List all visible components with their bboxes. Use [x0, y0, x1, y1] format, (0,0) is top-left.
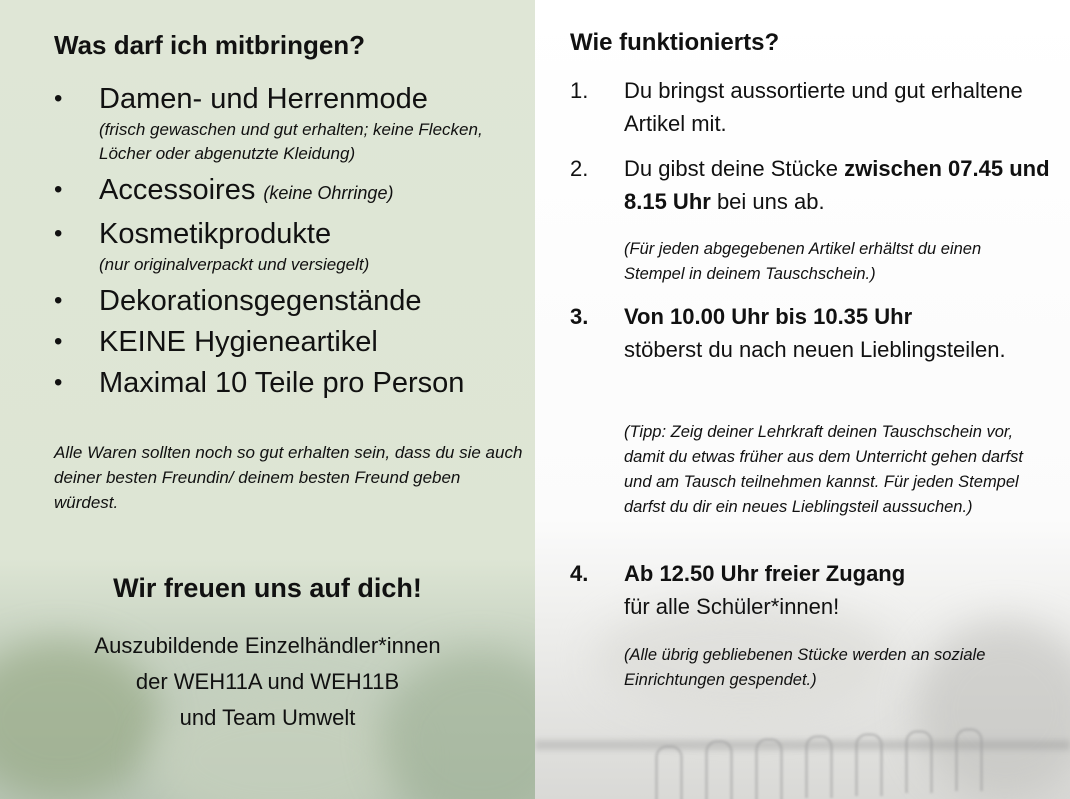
list-item: [54, 366, 524, 400]
bullet-icon: •: [54, 220, 63, 247]
step-1: [570, 74, 1050, 140]
item-note: (frisch gewaschen und gut erhalten; keine Flecken, Löcher oder abgenutzte Kleidung): [99, 120, 483, 163]
list-item: [54, 217, 524, 277]
step-text: Du gibst deine Stücke zwischen 07.45 und 8.15 Uhr bei uns ab.: [624, 156, 1050, 214]
bullet-icon: •: [54, 85, 63, 112]
condition-disclaimer: Alle Waren sollten noch so gut erhalten sein, dass du sie auch deiner besten Freundin/ deinem besten Freund geben würdest.: [54, 443, 523, 512]
step-2: [570, 152, 1050, 218]
step-time: Von 10.00 Uhr bis 10.35 Uhr: [624, 304, 913, 329]
item-label: Dekorationsgegenstände: [99, 285, 422, 317]
how-it-works-heading: Wie funktionierts?: [570, 29, 780, 56]
step-time: zwischen 07.45 und 8.15 Uhr: [624, 156, 1050, 214]
bullet-icon: •: [54, 369, 63, 396]
list-item: [54, 284, 524, 318]
bring-items-list: [54, 82, 524, 407]
step-note: (Für jeden abgegebenen Artikel erhältst du einen Stempel in deinem Tauschschein.): [624, 240, 982, 283]
item-note: (nur originalverpackt und versiegelt): [99, 255, 370, 274]
item-note: (keine Ohrringe): [263, 183, 394, 203]
step-number: 3.: [570, 304, 589, 329]
what-to-bring-heading: Was darf ich mitbringen?: [54, 30, 366, 60]
signature-line: und Team Umwelt: [179, 705, 356, 730]
step-number: 1.: [570, 78, 589, 103]
item-label: Maximal 10 Teile pro Person: [99, 367, 465, 399]
bullet-icon: •: [54, 287, 63, 314]
step-text: Du bringst aussortierte und gut erhaltene Artikel mit.: [624, 78, 1023, 136]
step-time: Ab 12.50 Uhr freier Zugang: [624, 561, 906, 586]
step-note: (Tipp: Zeig deiner Lehrkraft deinen Tauschschein vor, damit du etwas früher aus dem Unterricht gehen darfst und am Tausch teilnehmen kannst. Für jeden Stempel darfst du dir ein neues Lieblingsteil aussuchen.): [624, 423, 1023, 516]
list-item: [54, 173, 524, 210]
signature-line: Auszubildende Einzelhändler*innen: [94, 633, 441, 658]
step-4: [570, 557, 1050, 623]
step-number: 2.: [570, 156, 589, 181]
item-label: Accessoires: [99, 174, 256, 206]
step-3: [570, 300, 1050, 366]
step-note: (Alle übrig gebliebenen Stücke werden an soziale Einrichtungen gespendet.): [624, 646, 986, 689]
signature-block: [0, 628, 535, 736]
list-item: [54, 82, 524, 166]
step-text: Ab 12.50 Uhr freier Zugang für alle Schüler*innen!: [624, 561, 906, 619]
bullet-icon: •: [54, 176, 63, 203]
list-item: [54, 325, 524, 359]
signature-line: der WEH11A und WEH11B: [135, 669, 400, 694]
clothes-rail: [535, 740, 1070, 750]
step-text: Von 10.00 Uhr bis 10.35 Uhr stöberst du nach neuen Lieblingsteilen.: [624, 304, 1006, 362]
item-label: KEINE Hygieneartikel: [99, 326, 378, 358]
bullet-icon: •: [54, 328, 63, 355]
item-label: Kosmetikprodukte: [99, 218, 332, 250]
step-number: 4.: [570, 561, 589, 586]
greeting-heading: Wir freuen uns auf dich!: [113, 573, 422, 603]
item-label: Damen- und Herrenmode: [99, 83, 428, 115]
